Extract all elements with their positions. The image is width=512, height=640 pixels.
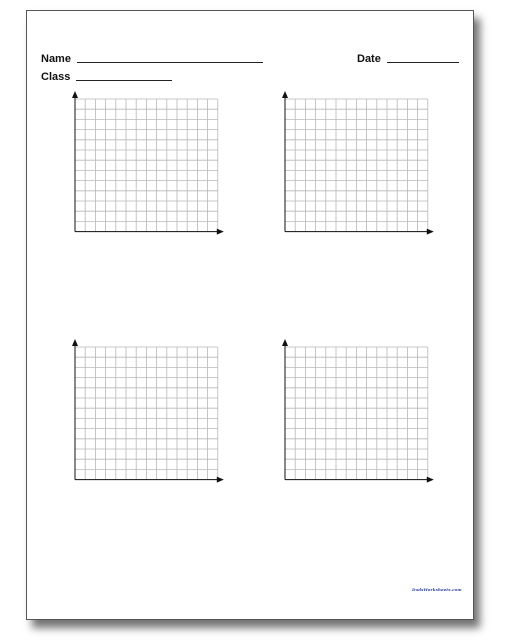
coordinate-grid-bottom-left[interactable] [71, 339, 223, 483]
class-line[interactable] [76, 79, 172, 81]
y-axis-arrow-icon [282, 91, 288, 98]
date-line[interactable] [387, 61, 459, 63]
date-field[interactable] [357, 53, 459, 65]
worksheet-page [26, 10, 474, 620]
grid-graphic [281, 339, 433, 483]
name-field[interactable] [41, 53, 263, 65]
site-logo: DadsWorksheets.com [412, 587, 462, 592]
name-line[interactable] [77, 61, 263, 63]
y-axis-arrow-icon [72, 339, 78, 346]
y-axis-arrow-icon [282, 339, 288, 346]
coordinate-grid-top-right[interactable] [281, 91, 433, 235]
x-axis-arrow-icon [427, 229, 434, 235]
grid-graphic [71, 91, 223, 235]
y-axis-arrow-icon [72, 91, 78, 98]
coordinate-grid-bottom-right[interactable] [281, 339, 433, 483]
grid-graphic [71, 339, 223, 483]
date-label: Date [357, 53, 381, 65]
name-label: Name [41, 53, 71, 65]
class-field[interactable] [41, 71, 172, 83]
x-axis-arrow-icon [427, 477, 434, 483]
coordinate-grid-top-left[interactable] [71, 91, 223, 235]
class-label: Class [41, 71, 71, 83]
grid-graphic [281, 91, 433, 235]
x-axis-arrow-icon [217, 229, 224, 235]
x-axis-arrow-icon [217, 477, 224, 483]
